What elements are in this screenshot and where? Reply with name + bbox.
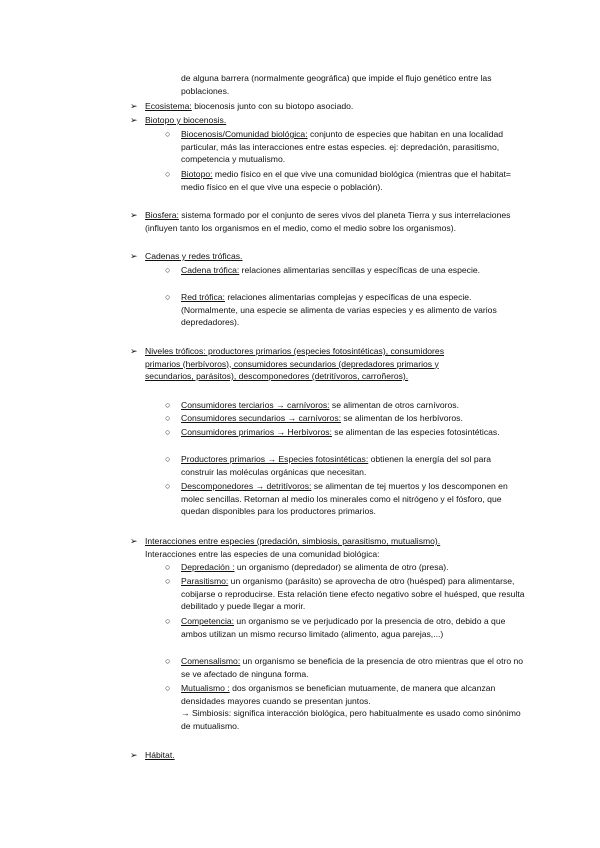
term-consumidores-primarios: Consumidores primarios → Herbívoros: <box>181 427 332 437</box>
arrow-bullet-icon: ➢ <box>130 115 138 125</box>
term-competencia: Competencia: <box>181 616 235 626</box>
continuation-text: de alguna barrera (normalmente geográfica) que impide el flujo genético entre las poblaciones. <box>181 73 492 96</box>
circle-bullet-icon: ○ <box>165 576 171 586</box>
term-biotopo-biocenosis: Biotopo y biocenosis. <box>145 115 227 125</box>
circle-bullet-icon: ○ <box>165 562 171 572</box>
def-comensalismo: un organismo se beneficia de la presencia de otro mientras que el otro no se ve afectado de ninguna forma. <box>181 656 524 679</box>
def-cadena-trofica: relaciones alimentarias sencillas y específicas de una especie. <box>239 265 481 275</box>
def-ecosistema: biocenosis junto con su biotopo asociado. <box>191 101 354 111</box>
term-biosfera: Biosfera: <box>145 210 179 220</box>
def-productores-primarios: obtienen la energía del sol para construir las moléculas orgánicas que necesitan. <box>181 454 492 477</box>
term-comensalismo: Comensalismo: <box>181 656 241 666</box>
def-biosfera: sistema formado por el conjunto de seres vivos del planeta Tierra y sus interrelaciones (influyen tanto los organismos en el medio, como el medio sobre los organismos). <box>145 210 511 233</box>
circle-bullet-icon: ○ <box>165 169 171 179</box>
arrow-bullet-icon: ➢ <box>130 536 138 546</box>
arrow-bullet-icon: ➢ <box>130 251 138 261</box>
term-mutualismo: Mutualismo : <box>181 683 230 693</box>
arrow-bullet-icon: ➢ <box>130 346 138 356</box>
circle-bullet-icon: ○ <box>165 454 171 464</box>
circle-bullet-icon: ○ <box>165 616 171 626</box>
term-niveles-troficos: Niveles tróficos: productores primarios (especies fotosintéticas), consumidores primarios (herbívoros), consumidores secundarios (depredadores primarios y secundarios, parásitos), descomponedores (detritívoros, carroñeros). <box>145 346 444 382</box>
term-ecosistema: Ecosistema: <box>145 101 192 111</box>
circle-bullet-icon: ○ <box>165 683 171 693</box>
circle-bullet-icon: ○ <box>165 400 171 410</box>
def-consumidores-secundarios: se alimentan de los herbívoros. <box>341 413 463 423</box>
term-depredacion: Depredación : <box>181 562 235 572</box>
term-cadenas-redes: Cadenas y redes tróficas. <box>145 251 243 261</box>
term-interacciones: Interacciones entre especies (predación, simbiosis, parasitismo, mutualismo). <box>145 536 441 546</box>
term-cadena-trofica: Cadena trófica: <box>181 265 240 275</box>
def-biotopo: medio físico en el que vive una comunidad biológica (mientras que el habitat= medio físico en el que vive una especie o población). <box>181 169 511 192</box>
arrow-bullet-icon: ➢ <box>130 101 138 111</box>
term-consumidores-secundarios: Consumidores secundarios → carnívoros: <box>181 413 342 423</box>
def-consumidores-terciarios: se alimentan de otros carnívoros. <box>329 400 459 410</box>
term-consumidores-terciarios: Consumidores terciarios → carnívoros: <box>181 400 330 410</box>
circle-bullet-icon: ○ <box>165 129 171 139</box>
circle-bullet-icon: ○ <box>165 481 171 491</box>
term-descomponedores: Descomponedores → detritívoros: <box>181 481 312 491</box>
term-biotopo: Biotopo: <box>181 169 213 179</box>
term-productores-primarios: Productores primarios → Especies fotosintéticas: <box>181 454 369 464</box>
circle-bullet-icon: ○ <box>165 292 171 302</box>
def-competencia: un organismo se ve perjudicado por la presencia de otro, debido a que ambos utilizan un mismo recurso limitado (alimento, agua parejas,...) <box>181 616 506 639</box>
def-consumidores-primarios: se alimentan de las especies fotosintéticas. <box>331 427 500 437</box>
circle-bullet-icon: ○ <box>165 413 171 423</box>
term-biocenosis: Biocenosis/Comunidad biológica: <box>181 129 308 139</box>
def-biocenosis: conjunto de especies que habitan en una localidad particular, más las interacciones entre estas especies. ej: depredación, parasitismo, competencia y mutualismo. <box>181 129 504 165</box>
interacciones-intro: Interacciones entre las especies de una comunidad biológica: <box>145 548 380 559</box>
def-mutualismo: dos organismos se benefician mutuamente, de manera que alcanzan densidades mayores cuando se presentan juntos. <box>181 683 496 706</box>
circle-bullet-icon: ○ <box>165 656 171 666</box>
term-parasitismo: Parasitismo: <box>181 576 229 586</box>
def-descomponedores: se alimentan de tej muertos y los descomponen en molec sencillas. Retornan al medio los minerales como el nitrógeno y el fósforo, que quedan disponibles para los productores primarios. <box>181 481 508 517</box>
def-red-trofica: relaciones alimentarias complejas y específicas de una especie. (Normalmente, una especie se alimenta de varias especies y es alimento de varios depredadores). <box>181 292 497 328</box>
term-red-trofica: Red trófica: <box>181 292 225 302</box>
note-simbiosis: → Simbiosis: significa interacción biológica, pero habitualmente es usado como sinónimo de mutualismo. <box>181 708 521 731</box>
circle-bullet-icon: ○ <box>165 265 171 275</box>
circle-bullet-icon: ○ <box>165 427 171 437</box>
term-habitat: Hábitat. <box>145 750 175 760</box>
def-parasitismo: un organismo (parásito) se aprovecha de otro (huésped) para alimentarse, cobijarse o reproducirse. Esta relación tiene efecto negativo sobre el huésped, que resulta debilitado y puede llegar a morir. <box>181 576 525 612</box>
def-depredacion: un organismo (depredador) se alimenta de otro (presa). <box>234 562 449 572</box>
arrow-bullet-icon: ➢ <box>130 750 138 760</box>
arrow-bullet-icon: ➢ <box>130 210 138 220</box>
